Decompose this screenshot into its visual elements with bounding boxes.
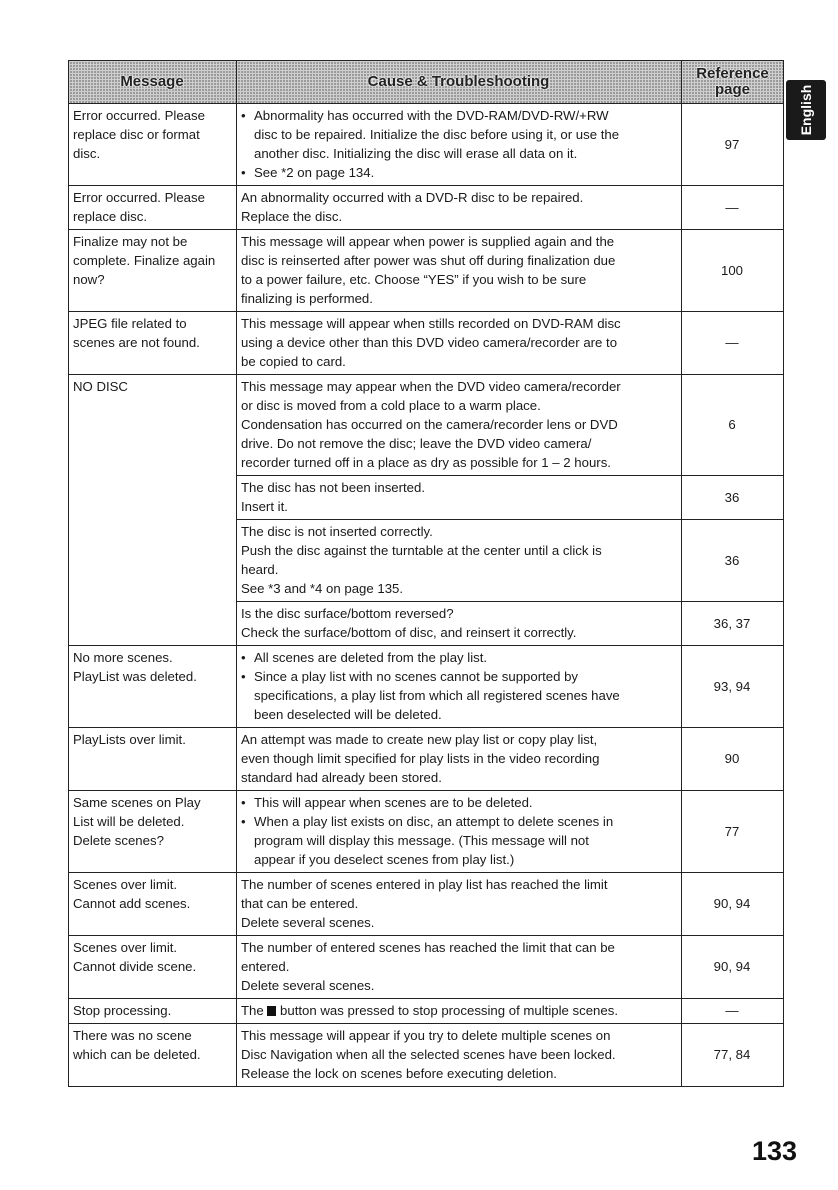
message-line: Delete scenes?	[73, 833, 164, 848]
cause-text: The	[241, 1003, 268, 1018]
reference-page-cell: 77, 84	[682, 1024, 784, 1087]
cause-cell	[237, 602, 682, 646]
cause-line: recorder turned off in a place as dry as possible for 1 – 2 hours.	[241, 455, 611, 470]
cause-cell	[237, 999, 682, 1024]
cause-cell	[237, 1024, 682, 1087]
reference-page-cell: 93, 94	[682, 646, 784, 728]
table-row	[69, 646, 784, 728]
cause-paragraph	[241, 188, 676, 226]
cause-line: another disc. Initializing the disc will erase all data on it.	[254, 146, 578, 161]
cause-paragraph	[241, 478, 676, 516]
cause-cell	[237, 791, 682, 873]
reference-page-cell: 77	[682, 791, 784, 873]
message-line: disc.	[73, 146, 101, 161]
table-row	[69, 230, 784, 312]
table-row	[69, 186, 784, 230]
message-line: List will be deleted.	[73, 814, 185, 829]
bullet-icon: •	[241, 650, 246, 665]
message-cell	[69, 936, 237, 999]
cause-cell	[237, 230, 682, 312]
cause-line: The disc is not inserted correctly.	[241, 524, 433, 539]
cause-paragraph	[241, 106, 676, 163]
message-line: There was no scene	[73, 1028, 192, 1043]
bullet-icon: •	[241, 795, 246, 810]
cause-line: to a power failure, etc. Choose “YES” if you wish to be sure	[241, 272, 587, 287]
bullet-icon: •	[241, 165, 246, 180]
cause-line: disc is reinserted after power was shut off during finalization due	[241, 253, 616, 268]
message-cell	[69, 999, 237, 1024]
message-line: now?	[73, 272, 105, 287]
message-cell	[69, 312, 237, 375]
cause-line: Condensation has occurred on the camera/recorder lens or DVD	[241, 417, 618, 432]
message-line: Same scenes on Play	[73, 795, 201, 810]
table-header-row	[69, 61, 784, 104]
message-line: complete. Finalize again	[73, 253, 216, 268]
reference-page-cell: 100	[682, 230, 784, 312]
cause-line: All scenes are deleted from the play list.	[254, 650, 488, 665]
cause-paragraph	[241, 377, 676, 472]
cause-cell	[237, 520, 682, 602]
cause-line: Release the lock on scenes before executing deletion.	[241, 1066, 557, 1081]
cause-paragraph	[241, 604, 676, 642]
cause-cell	[237, 104, 682, 186]
cause-line: be copied to card.	[241, 354, 346, 369]
cause-paragraph	[241, 522, 676, 598]
cause-line: Insert it.	[241, 499, 288, 514]
cause-line: Replace the disc.	[241, 209, 343, 224]
message-line: Stop processing.	[73, 1003, 172, 1018]
cause-line: Disc Navigation when all the selected scenes have been locked.	[241, 1047, 616, 1062]
cause-line: This message will appear if you try to delete multiple scenes on	[241, 1028, 611, 1043]
reference-page-cell: 36	[682, 476, 784, 520]
cause-line: that can be entered.	[241, 896, 359, 911]
cause-line: finalizing is performed.	[241, 291, 373, 306]
message-line: Scenes over limit.	[73, 877, 178, 892]
table-row	[69, 791, 784, 873]
table-row	[69, 728, 784, 791]
cause-line: heard.	[241, 562, 279, 577]
cause-line: Is the disc surface/bottom reversed?	[241, 606, 454, 621]
cause-line: Abnormality has occurred with the DVD-RAM/DVD-RW/+RW	[254, 108, 609, 123]
cause-line: This message may appear when the DVD video camera/recorder	[241, 379, 621, 394]
message-line: Cannot add scenes.	[73, 896, 191, 911]
cause-cell	[237, 936, 682, 999]
reference-page-cell: 90	[682, 728, 784, 791]
cause-paragraph	[241, 730, 676, 787]
message-cell	[69, 728, 237, 791]
cause-line: Delete several scenes.	[241, 915, 375, 930]
table-row	[69, 312, 784, 375]
message-cell	[69, 791, 237, 873]
header-reference: Reference page	[682, 61, 784, 104]
message-line: Finalize may not be	[73, 234, 188, 249]
cause-line: program will display this message. (This message will not	[254, 833, 589, 848]
cause-paragraph	[241, 812, 676, 869]
bullet-icon: •	[241, 108, 246, 123]
reference-page-cell: 97	[682, 104, 784, 186]
cause-line: specifications, a play list from which all registered scenes have	[254, 688, 620, 703]
cause-line: See *3 and *4 on page 135.	[241, 581, 404, 596]
message-line: Scenes over limit.	[73, 940, 178, 955]
cause-line: drive. Do not remove the disc; leave the DVD video camera/	[241, 436, 592, 451]
message-line: NO DISC	[73, 379, 128, 394]
cause-paragraph	[241, 938, 676, 995]
cause-line: The disc has not been inserted.	[241, 480, 426, 495]
cause-text: button was pressed to stop processing of multiple scenes.	[276, 1003, 618, 1018]
cause-line: An attempt was made to create new play list or copy play list,	[241, 732, 598, 747]
message-line: PlayLists over limit.	[73, 732, 186, 747]
message-line: which can be deleted.	[73, 1047, 201, 1062]
cause-line: or disc is moved from a cold place to a warm place.	[241, 398, 541, 413]
cause-cell	[237, 476, 682, 520]
reference-page-cell: 90, 94	[682, 936, 784, 999]
cause-paragraph	[241, 232, 676, 308]
table-row	[69, 375, 784, 476]
cause-line: This will appear when scenes are to be deleted.	[254, 795, 533, 810]
error-message-table	[68, 60, 784, 1087]
cause-paragraph	[241, 648, 676, 667]
cause-line: been deselected will be deleted.	[254, 707, 442, 722]
cause-line: This message will appear when stills recorded on DVD-RAM disc	[241, 316, 621, 331]
page-number: 133	[752, 1136, 798, 1166]
cause-line: An abnormality occurred with a DVD-R disc to be repaired.	[241, 190, 584, 205]
message-line: PlayList was deleted.	[73, 669, 197, 684]
message-line: Error occurred. Please	[73, 190, 205, 205]
cause-line: Since a play list with no scenes cannot be supported by	[254, 669, 579, 684]
cause-line: using a device other than this DVD video camera/recorder are to	[241, 335, 618, 350]
table-row	[69, 999, 784, 1024]
cause-line: standard had already been stored.	[241, 770, 442, 785]
cause-paragraph	[241, 163, 676, 182]
bullet-icon: •	[241, 814, 246, 829]
reference-page-cell: 36, 37	[682, 602, 784, 646]
cause-line: entered.	[241, 959, 290, 974]
cause-line: disc to be repaired. Initialize the disc before using it, or use the	[254, 127, 620, 142]
cause-line: When a play list exists on disc, an attempt to delete scenes in	[254, 814, 614, 829]
reference-page-cell: —	[682, 186, 784, 230]
reference-page-cell: 90, 94	[682, 873, 784, 936]
cause-line	[241, 1001, 676, 1020]
header-cause: Cause & Troubleshooting	[237, 61, 682, 104]
message-cell	[69, 186, 237, 230]
table-row	[69, 936, 784, 999]
reference-page-cell: 36	[682, 520, 784, 602]
cause-line: This message will appear when power is supplied again and the	[241, 234, 615, 249]
cause-cell	[237, 873, 682, 936]
message-cell	[69, 646, 237, 728]
message-line: replace disc or format	[73, 127, 200, 142]
message-line: Error occurred. Please	[73, 108, 205, 123]
table-row	[69, 104, 784, 186]
table-row	[69, 873, 784, 936]
cause-paragraph	[241, 314, 676, 371]
message-line: scenes are not found.	[73, 335, 200, 350]
cause-cell	[237, 646, 682, 728]
message-line: No more scenes.	[73, 650, 173, 665]
header-message: Message	[69, 61, 237, 104]
cause-cell	[237, 186, 682, 230]
cause-paragraph	[241, 1026, 676, 1083]
cause-line: See *2 on page 134.	[254, 165, 375, 180]
message-cell	[69, 1024, 237, 1087]
bullet-icon: •	[241, 669, 246, 684]
cause-cell	[237, 312, 682, 375]
cause-line: The number of entered scenes has reached the limit that can be	[241, 940, 615, 955]
message-cell	[69, 375, 237, 646]
cause-line: Push the disc against the turntable at the center until a click is	[241, 543, 602, 558]
message-line: JPEG file related to	[73, 316, 187, 331]
cause-paragraph	[241, 793, 676, 812]
cause-cell	[237, 375, 682, 476]
cause-line: even though limit specified for play lists in the video recording	[241, 751, 600, 766]
cause-line: appear if you deselect scenes from play list.)	[254, 852, 515, 867]
message-cell	[69, 230, 237, 312]
reference-page-cell: 6	[682, 375, 784, 476]
cause-paragraph	[241, 875, 676, 932]
language-tab-english: English	[786, 80, 826, 140]
cause-line: The number of scenes entered in play list has reached the limit	[241, 877, 608, 892]
reference-page-cell: —	[682, 999, 784, 1024]
cause-cell	[237, 728, 682, 791]
table-row	[69, 1024, 784, 1087]
message-line: replace disc.	[73, 209, 148, 224]
message-cell	[69, 104, 237, 186]
cause-paragraph	[241, 667, 676, 724]
cause-line: Delete several scenes.	[241, 978, 375, 993]
cause-line: Check the surface/bottom of disc, and reinsert it correctly.	[241, 625, 577, 640]
message-cell	[69, 873, 237, 936]
message-line: Cannot divide scene.	[73, 959, 197, 974]
reference-page-cell: —	[682, 312, 784, 375]
